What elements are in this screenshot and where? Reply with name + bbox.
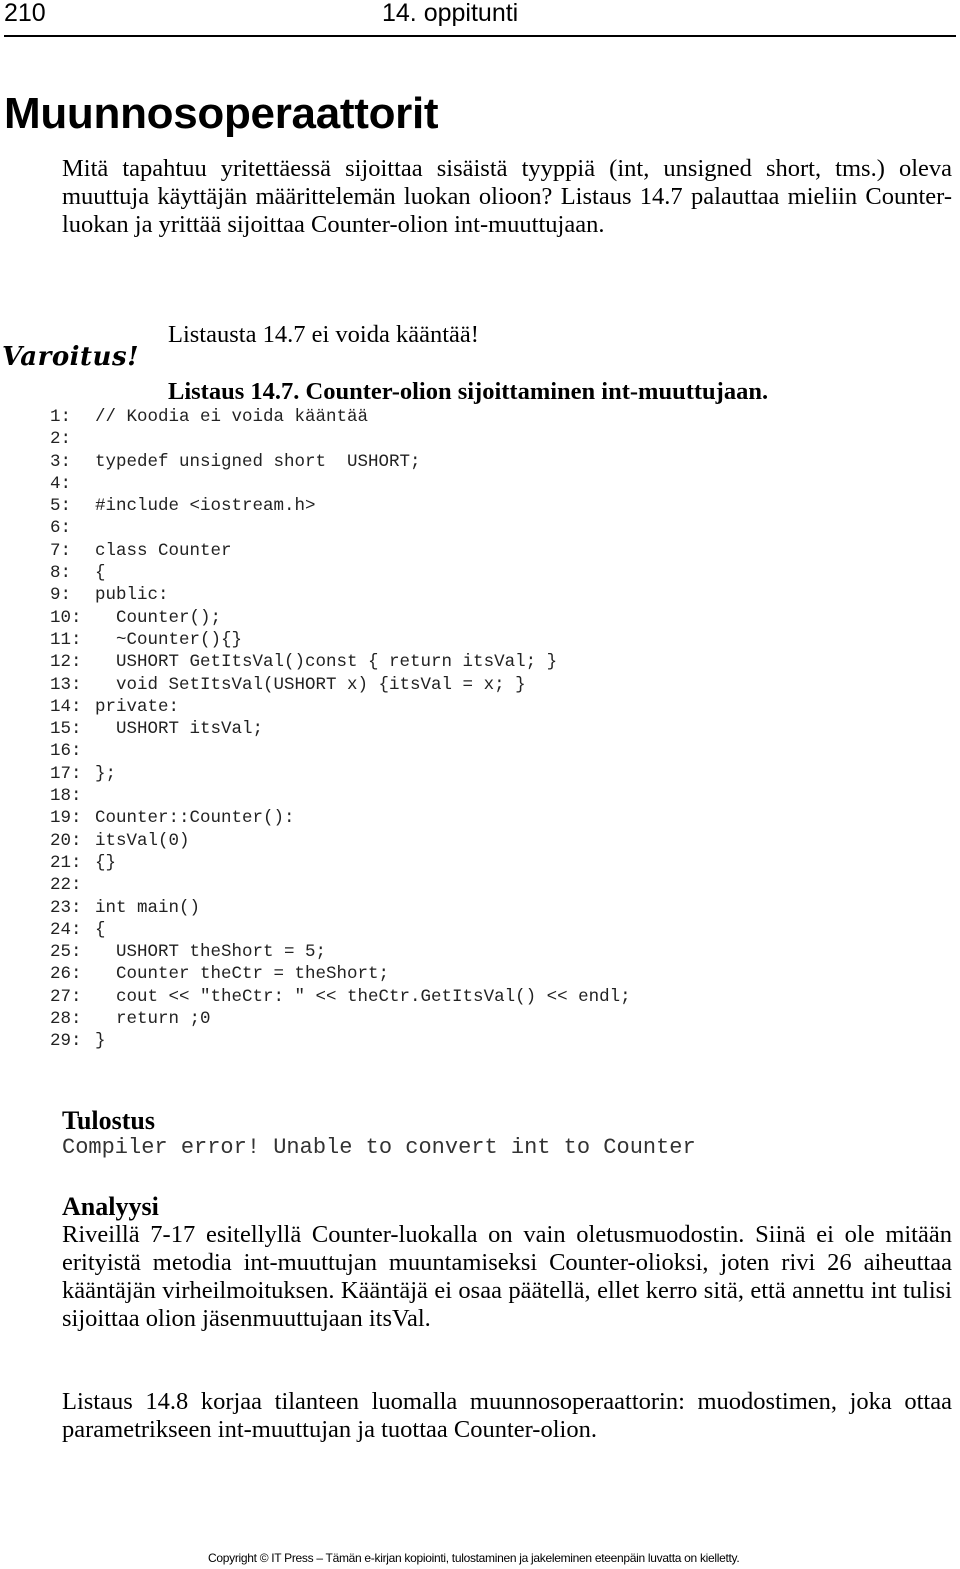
code-text: // Koodia ei voida kääntää [95, 407, 369, 427]
code-text: cout << "theCtr: " << theCtr.GetItsVal() << endl; [95, 986, 631, 1007]
code-line [50, 451, 631, 473]
code-line [50, 406, 631, 428]
chapter-title: 14. oppitunti [382, 0, 519, 27]
code-line [50, 651, 631, 673]
code-text: } [95, 1031, 106, 1052]
header-rule [4, 35, 956, 37]
line-number: 25: [50, 942, 82, 963]
code-text: { [95, 919, 106, 940]
line-number: 15: [50, 719, 82, 740]
code-text: {} [95, 852, 117, 873]
code-text: class Counter [95, 540, 232, 561]
code-text: { [95, 563, 106, 584]
line-number: 8: [50, 563, 72, 584]
code-line [50, 807, 631, 829]
line-number: 1: [50, 407, 72, 427]
line-number: 26: [50, 964, 82, 985]
analysis-paragraph-1: Riveillä 7-17 esitellyllä Counter-luokalla on vain oletusmuodostin. Siinä ei ole mitään erityistä metodia int-muuttujan muuntamiseksi Counter-olioksi, joten rivi 26 aiheuttaa kääntäjän virheilmoituksen. Kääntäjä ei osaa päätellä, ellet kerro sitä, että annettu int tulisi sijoittaa olion jäsenmuuttujaan itsVal. [62, 1221, 952, 1332]
code-line [50, 852, 631, 874]
code-text: ~Counter(){} [95, 629, 243, 650]
code-line [50, 473, 631, 495]
code-listing [50, 406, 631, 1053]
code-text: private: [95, 696, 180, 717]
code-text: USHORT itsVal; [95, 719, 264, 740]
line-number: 7: [50, 540, 72, 561]
line-number: 4: [50, 473, 72, 494]
line-number: 20: [50, 830, 82, 851]
code-text: Counter::Counter(): [95, 808, 295, 829]
code-line [50, 1008, 631, 1030]
code-text: itsVal(0) [95, 830, 190, 851]
code-line [50, 740, 631, 762]
page-number: 210 [4, 0, 46, 27]
code-line [50, 963, 631, 985]
line-number: 22: [50, 875, 82, 896]
code-text: USHORT theShort = 5; [95, 942, 327, 963]
code-text: void SetItsVal(USHORT x) {itsVal = x; } [95, 674, 526, 695]
code-text: return ;0 [95, 1009, 211, 1030]
code-line [50, 562, 631, 584]
line-number: 27: [50, 986, 82, 1007]
line-number: 17: [50, 763, 82, 784]
warning-text: Listausta 14.7 ei voida kääntää! [168, 321, 479, 348]
code-line [50, 607, 631, 629]
output-text: Compiler error! Unable to convert int to Counter [62, 1135, 696, 1160]
line-number: 9: [50, 585, 72, 606]
code-line [50, 696, 631, 718]
line-number: 18: [50, 786, 82, 807]
line-number: 3: [50, 451, 72, 472]
line-number: 6: [50, 518, 72, 539]
line-number: 19: [50, 808, 82, 829]
line-number: 10: [50, 607, 82, 628]
code-line [50, 986, 631, 1008]
code-line [50, 674, 631, 696]
code-line [50, 897, 631, 919]
code-line [50, 919, 631, 941]
line-number: 11: [50, 629, 82, 650]
listing-title: Listaus 14.7. Counter-olion sijoittaminen int-muuttujaan. [168, 378, 769, 405]
code-text: public: [95, 585, 169, 606]
line-number: 28: [50, 1009, 82, 1030]
line-number: 13: [50, 674, 82, 695]
line-number: 14: [50, 696, 82, 717]
code-text: Counter theCtr = theShort; [95, 964, 390, 985]
output-heading: Tulostus [62, 1106, 155, 1135]
code-line [50, 428, 631, 450]
line-number: 21: [50, 852, 82, 873]
code-line [50, 540, 631, 562]
code-text: int main() [95, 897, 201, 918]
code-text: Counter(); [95, 607, 222, 628]
code-line [50, 1030, 631, 1052]
page-title: Muunnosoperaattorit [4, 89, 439, 138]
code-text: }; [95, 763, 117, 784]
line-number: 24: [50, 919, 82, 940]
code-text: typedef unsigned short USHORT; [95, 451, 421, 472]
line-number: 5: [50, 496, 72, 517]
code-text: USHORT GetItsVal()const { return itsVal; } [95, 652, 558, 673]
code-line [50, 495, 631, 517]
line-number: 23: [50, 897, 82, 918]
line-number: 29: [50, 1031, 82, 1052]
line-number: 2: [50, 429, 72, 450]
code-line [50, 941, 631, 963]
code-line [50, 718, 631, 740]
code-line [50, 584, 631, 606]
analysis-paragraph-2: Listaus 14.8 korjaa tilanteen luomalla muunnosoperaattorin: muodostimen, joka ottaa parametrikseen int-muuttujan ja tuottaa Counter-olion. [62, 1388, 952, 1443]
code-line [50, 785, 631, 807]
line-number: 16: [50, 741, 82, 762]
line-number: 12: [50, 652, 82, 673]
copyright-footer: Copyright © IT Press – Tämän e-kirjan kopiointi, tulostaminen ja jakeleminen eteenpäin luvatta on kielletty. [208, 1551, 740, 1565]
intro-paragraph: Mitä tapahtuu yritettäessä sijoittaa sisäistä tyyppiä (int, unsigned short, tms.) oleva muuttuja käyttäjän määrittelemän luokan olioon? Listaus 14.7 palauttaa mieliin Counter-luokan ja yrittää sijoittaa Counter-olion int-muuttujaan. [62, 155, 952, 238]
code-line [50, 517, 631, 539]
code-line [50, 830, 631, 852]
code-line [50, 874, 631, 896]
warning-handwritten-icon: Varoitus! [2, 342, 140, 372]
code-line [50, 629, 631, 651]
code-text: #include <iostream.h> [95, 496, 316, 517]
code-line [50, 763, 631, 785]
analysis-heading: Analyysi [62, 1192, 159, 1221]
